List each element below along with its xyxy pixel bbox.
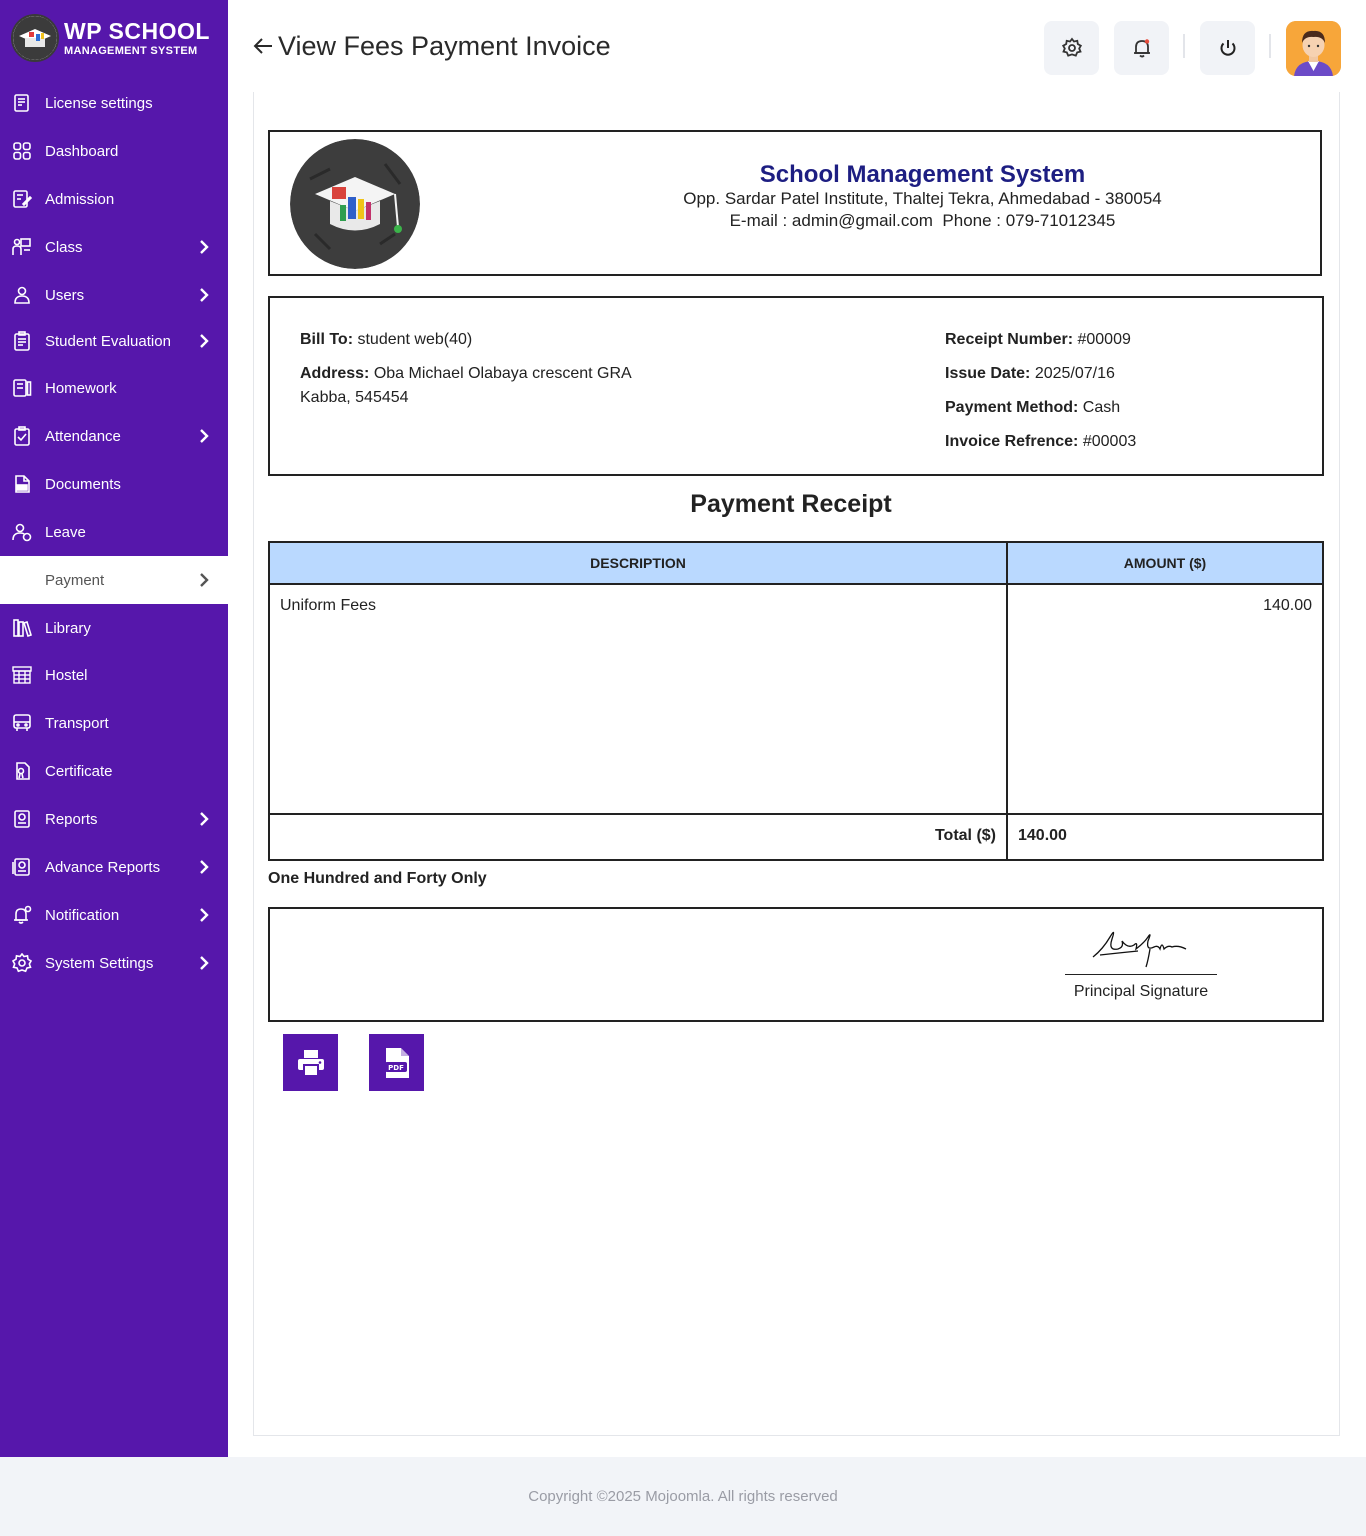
school-contact: E-mail : admin@gmail.com Phone : 079-71012345	[729, 211, 1116, 231]
page-title-text: View Fees Payment Invoice	[278, 30, 611, 61]
signature-label: Principal Signature	[1073, 983, 1209, 1000]
print-icon	[296, 1048, 326, 1078]
chevron-right-icon	[196, 333, 212, 349]
license-icon	[11, 92, 33, 114]
address-line2: Kabba, 545454	[300, 389, 409, 406]
sidebar-item-homework[interactable]	[0, 364, 228, 412]
attendance-icon	[11, 425, 33, 447]
signature-box	[268, 907, 1324, 1022]
notifications-button[interactable]	[1114, 21, 1169, 75]
sidebar-item-label: Reports	[45, 810, 98, 828]
logo-subtitle: MANAGEMENT SYSTEM	[64, 44, 198, 57]
payment-method: Cash	[1082, 399, 1121, 416]
school-logo	[290, 139, 420, 269]
payment-method-label: Payment Method:	[945, 399, 1079, 416]
signature-image	[1088, 919, 1193, 974]
sidebar-item-label: Documents	[45, 475, 121, 493]
system-settings-icon	[11, 952, 33, 974]
bell-icon	[1131, 37, 1153, 59]
total-label: Total ($)	[934, 827, 996, 844]
footer	[0, 1457, 1366, 1536]
sidebar-item-label: Library	[45, 619, 91, 637]
invoice-reference: #00003	[1082, 433, 1137, 450]
sidebar-item-dashboard[interactable]	[0, 127, 228, 175]
sidebar-item-label: Attendance	[45, 427, 121, 445]
sidebar-item-label: Users	[45, 286, 85, 304]
sidebar-item-label: Transport	[45, 714, 109, 732]
library-icon	[11, 617, 33, 639]
chevron-right-icon	[196, 811, 212, 827]
chevron-right-icon	[196, 239, 212, 255]
print-button[interactable]	[283, 1034, 338, 1091]
sidebar-item-notification[interactable]	[0, 891, 228, 939]
transport-icon	[11, 712, 33, 734]
header-divider	[1183, 34, 1185, 58]
table-row	[268, 583, 1324, 815]
leave-icon	[11, 521, 33, 543]
sidebar-item-leave[interactable]	[0, 508, 228, 556]
sidebar-item-label: Advance Reports	[45, 858, 161, 876]
header-divider	[1269, 34, 1271, 58]
issue-date: 2025/07/16	[1034, 365, 1115, 382]
advance-reports-icon	[11, 856, 33, 878]
issue-date-label: Issue Date:	[945, 365, 1031, 382]
page-title	[252, 28, 611, 64]
reports-icon	[11, 808, 33, 830]
bill-to-label: Bill To:	[300, 331, 354, 348]
school-name: School Management System	[759, 161, 1086, 188]
graduation-cap-logo-icon	[11, 14, 59, 62]
school-address: Opp. Sardar Patel Institute, Thaltej Tekra, Ahmedabad - 380054	[683, 189, 1162, 209]
bill-to-value: student web(40)	[357, 331, 473, 348]
sidebar-item-label: Dashboard	[45, 142, 119, 160]
sidebar-item-label: Class	[45, 238, 83, 256]
sidebar-item-label: Homework	[45, 379, 117, 397]
column-header-description: DESCRIPTION	[590, 555, 686, 571]
notification-icon	[11, 904, 33, 926]
receipt-number-label: Receipt Number:	[945, 331, 1074, 348]
signature-line	[1065, 974, 1217, 975]
sidebar-item-attendance[interactable]	[0, 412, 228, 460]
sidebar-item-label: Certificate	[45, 762, 113, 780]
receipt-number: #00009	[1077, 331, 1131, 348]
class-icon	[11, 236, 33, 258]
chevron-right-icon	[196, 907, 212, 923]
sidebar-item-users[interactable]	[0, 271, 228, 319]
sidebar-item-student-evaluation[interactable]	[0, 317, 228, 365]
power-icon	[1217, 37, 1239, 59]
sidebar-item-certificate[interactable]	[0, 747, 228, 795]
sidebar-item-label: Notification	[45, 906, 120, 924]
homework-icon	[11, 377, 33, 399]
sidebar-item-transport[interactable]	[0, 699, 228, 747]
chevron-right-icon	[196, 287, 212, 303]
logo-title: WP SCHOOL	[64, 17, 210, 44]
sidebar-item-reports[interactable]	[0, 795, 228, 843]
amount-in-words: One Hundred and Forty Only	[268, 870, 487, 887]
sidebar-item-label: Payment	[45, 571, 105, 589]
copyright-text: Copyright ©2025 Mojoomla. All rights reserved	[528, 1488, 838, 1505]
total-row	[268, 813, 1324, 861]
hostel-icon	[11, 664, 33, 686]
invoice-reference-label: Invoice Refrence:	[945, 433, 1079, 450]
total-value: 140.00	[1018, 827, 1067, 844]
sidebar-item-label: License settings	[45, 94, 153, 112]
receipt-title: Payment Receipt	[690, 490, 892, 518]
chevron-right-icon	[196, 955, 212, 971]
sidebar-item-label: Leave	[45, 523, 86, 541]
settings-button[interactable]	[1044, 21, 1099, 75]
sidebar-item-label: System Settings	[45, 954, 154, 972]
sidebar-item-label: Admission	[45, 190, 115, 208]
documents-icon	[11, 473, 33, 495]
svg-text:PDF: PDF	[387, 1063, 404, 1072]
chevron-right-icon	[196, 572, 212, 588]
school-header	[268, 130, 1322, 276]
avatar[interactable]	[1286, 21, 1341, 76]
dashboard-icon	[11, 140, 33, 162]
row-description: Uniform Fees	[280, 597, 377, 614]
app-logo[interactable]	[11, 12, 210, 64]
gear-icon	[1061, 37, 1083, 59]
receipt-table	[268, 541, 1324, 861]
sidebar-item-admission[interactable]	[0, 175, 228, 223]
sidebar-item-library[interactable]	[0, 604, 228, 652]
chevron-right-icon	[196, 428, 212, 444]
table-header-row	[268, 541, 1324, 585]
evaluation-icon	[11, 330, 33, 352]
sidebar-item-system-settings[interactable]	[0, 939, 228, 987]
logout-button[interactable]	[1200, 21, 1255, 75]
sidebar-item-payment[interactable]	[0, 556, 228, 604]
sidebar-item-class[interactable]	[0, 223, 228, 271]
sidebar-item-label: Hostel	[45, 666, 88, 684]
sidebar-item-advance-reports[interactable]	[0, 843, 228, 891]
sidebar	[0, 0, 228, 1457]
back-arrow-icon[interactable]	[252, 35, 274, 57]
certificate-icon	[11, 760, 33, 782]
address-line1: Oba Michael Olabaya crescent GRA	[373, 365, 632, 382]
admission-icon	[11, 188, 33, 210]
chevron-right-icon	[196, 859, 212, 875]
sidebar-item-documents[interactable]	[0, 460, 228, 508]
row-amount: 140.00	[1263, 597, 1312, 614]
bill-details	[268, 296, 1324, 476]
pdf-button[interactable]	[369, 1034, 424, 1091]
sidebar-item-hostel[interactable]	[0, 651, 228, 699]
column-header-amount: AMOUNT ($)	[1123, 555, 1207, 571]
sidebar-item-license-settings[interactable]	[0, 79, 228, 127]
address-label: Address:	[300, 365, 370, 382]
users-icon	[11, 284, 33, 306]
pdf-icon	[383, 1047, 411, 1079]
sidebar-item-label: Student Evaluation	[45, 332, 171, 350]
